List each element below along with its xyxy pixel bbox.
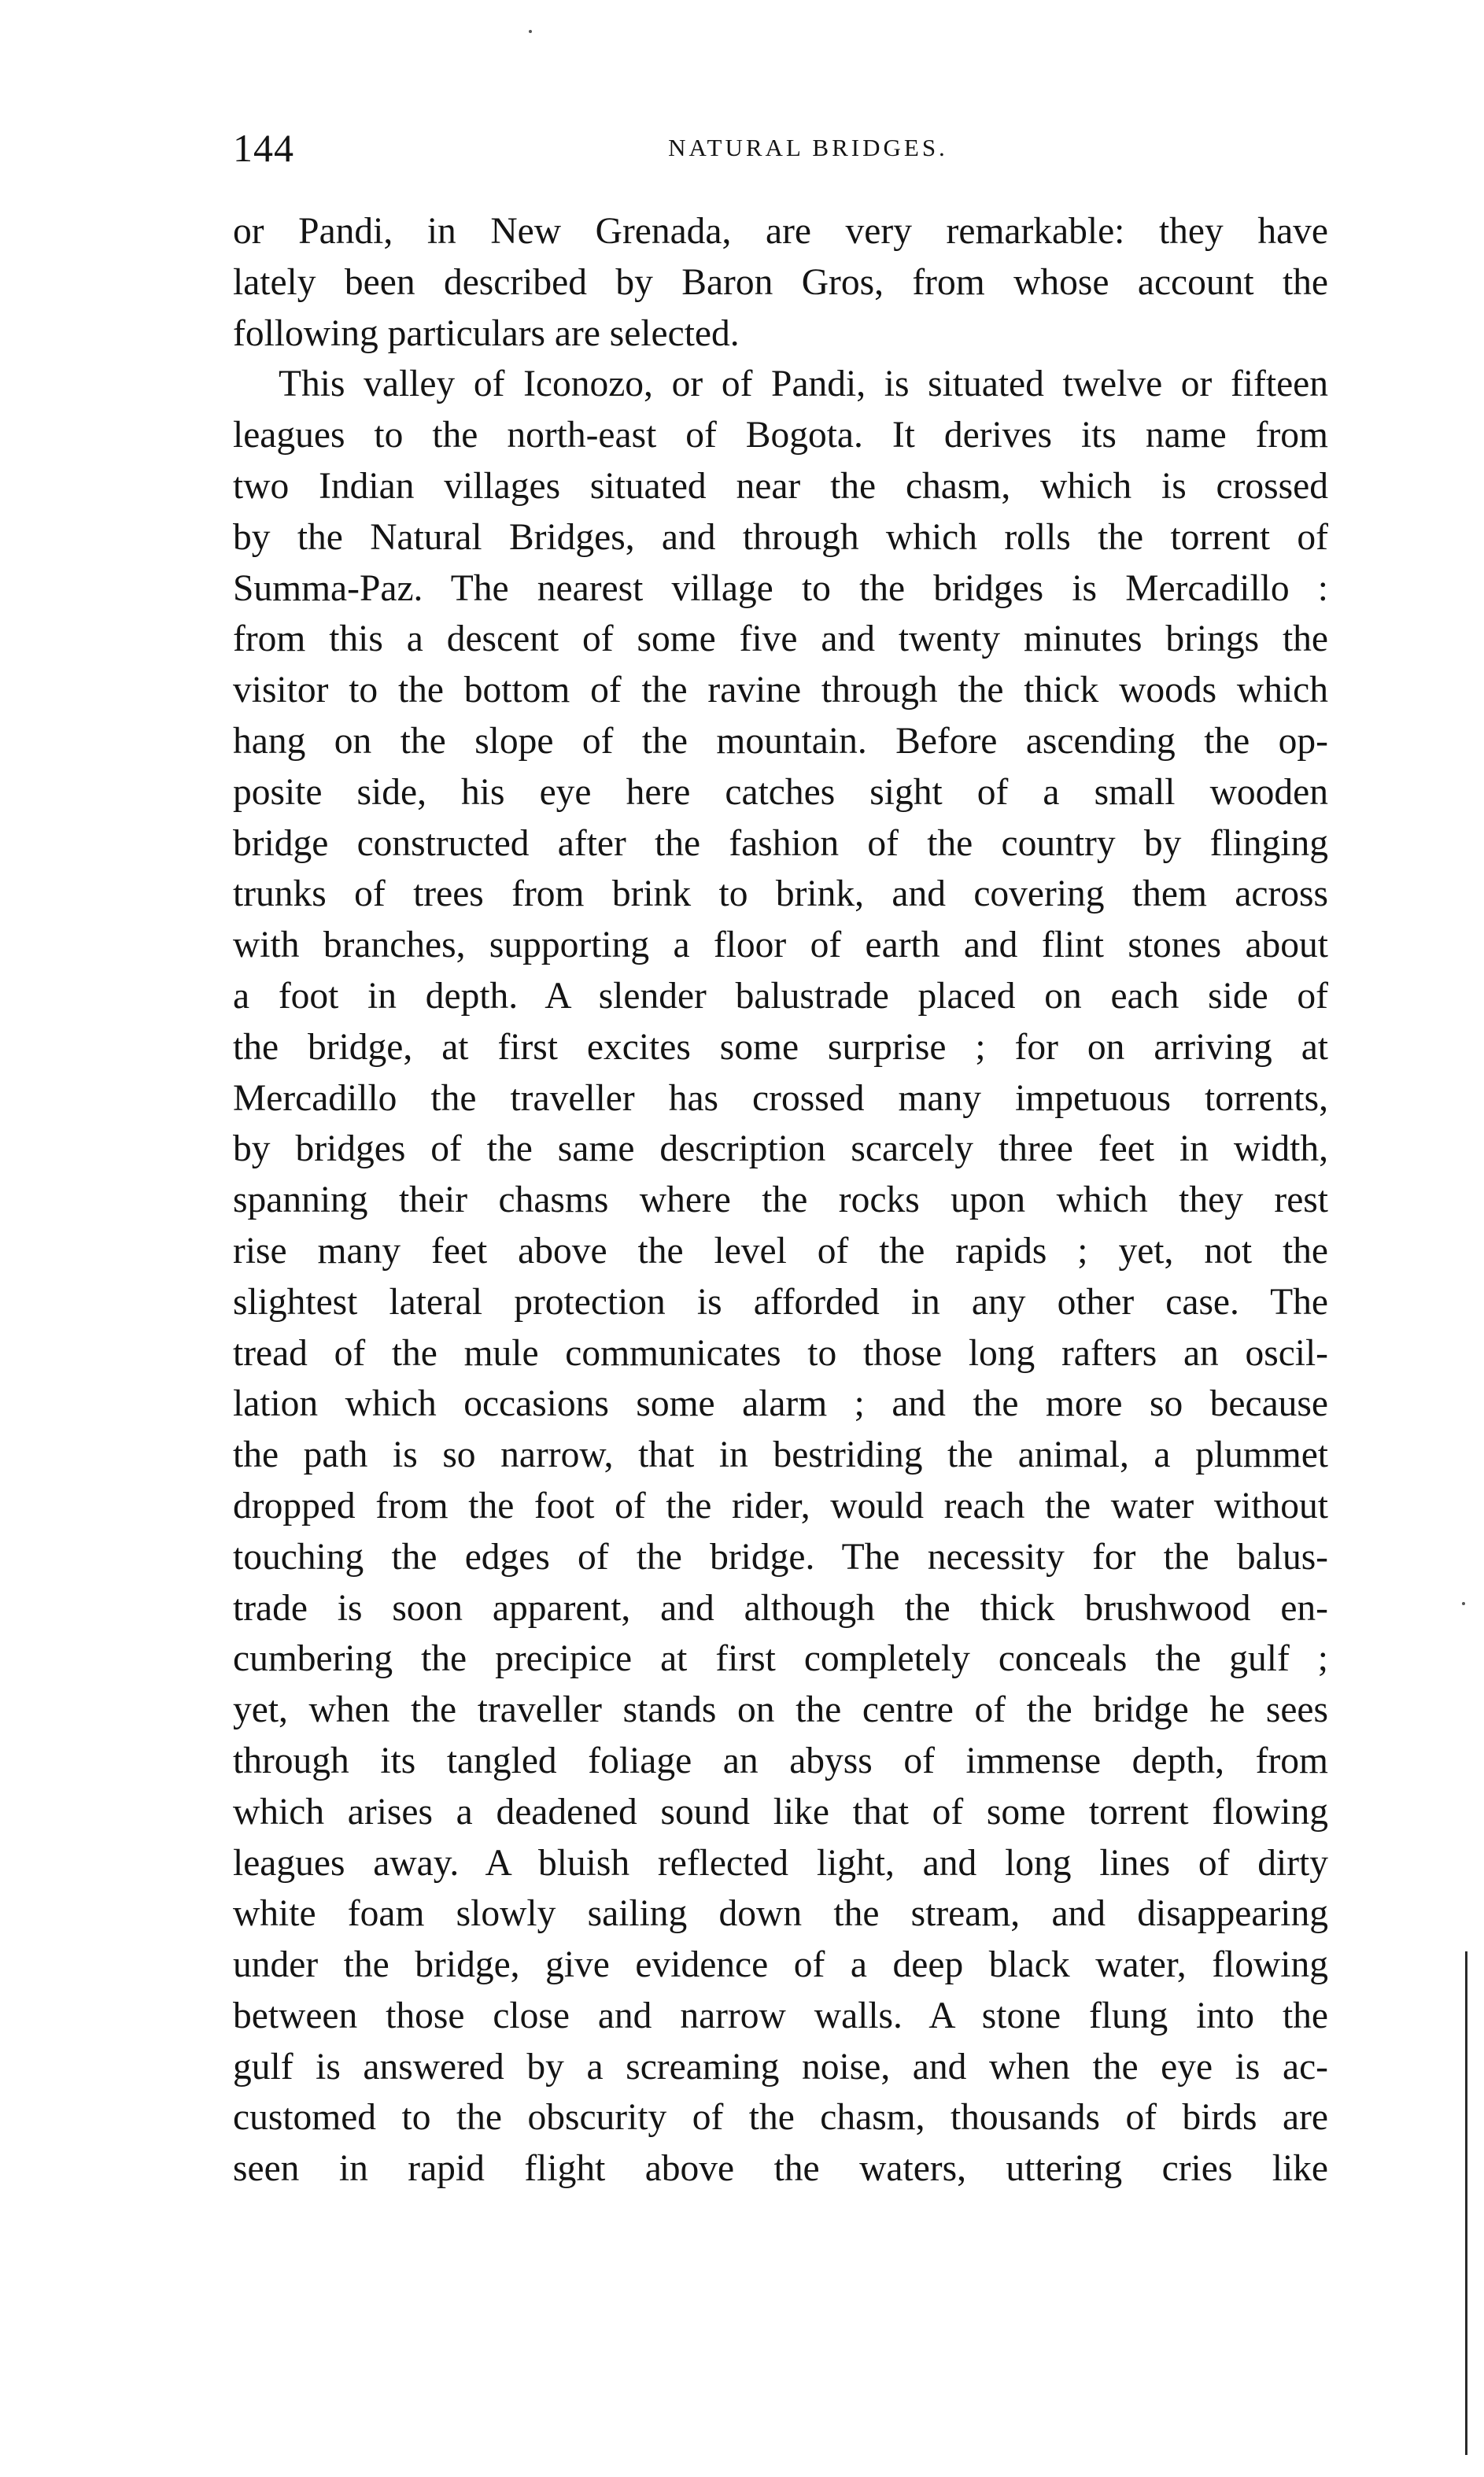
page-header [233, 116, 1328, 179]
text-line: yet, when the traveller stands on the centre of the bridge he sees [233, 1689, 1328, 1731]
body-text [233, 206, 1328, 2195]
text-line: lation which occasions some alarm ; and the more so because [233, 1383, 1328, 1425]
text-line: posite side, his eye here catches sight of a small wooden [233, 771, 1328, 813]
text-line: leagues to the north-east of Bogota. It derives its name from [233, 415, 1328, 456]
text-line: touching the edges of the bridge. The necessity for the balus- [233, 1536, 1328, 1578]
text-line: seen in rapid flight above the waters, uttering cries like [233, 2148, 1328, 2190]
text-line: or Pandi, in New Grenada, are very remarkable: they have [233, 211, 1328, 252]
text-line: This valley of Iconozo, or of Pandi, is situated twelve or fifteen [279, 364, 1328, 405]
text-line: between those close and narrow walls. A stone flung into the [233, 1995, 1328, 2036]
text-line: tread of the mule communicates to those long rafters an oscil- [233, 1332, 1328, 1374]
text-line: the path is so narrow, that in bestriding the animal, a plummet [233, 1434, 1328, 1476]
text-line: bridge constructed after the fashion of the country by flinging [233, 822, 1328, 864]
text-line: Summa-Paz. The nearest village to the bridges is Mercadillo : [233, 567, 1328, 609]
running-head: NATURAL BRIDGES. [668, 134, 948, 161]
text-line: gulf is answered by a screaming noise, and when the eye is ac- [233, 2046, 1328, 2088]
text-line: rise many feet above the level of the rapids ; yet, not the [233, 1230, 1328, 1272]
text-line: slightest lateral protection is afforded in any other case. The [233, 1281, 1328, 1323]
scan-speck [1462, 1602, 1465, 1605]
text-line: visitor to the bottom of the ravine through the thick woods which [233, 670, 1328, 711]
text-line: cumbering the precipice at first completely conceals the gulf ; [233, 1638, 1328, 1680]
text-line: with branches, supporting a floor of earth and flint stones about [233, 925, 1328, 966]
text-line: hang on the slope of the mountain. Before ascending the op- [233, 720, 1328, 762]
text-line: trade is soon apparent, and although the thick brushwood en- [233, 1587, 1328, 1629]
text-line: two Indian villages situated near the chasm, which is crossed [233, 465, 1328, 507]
text-line: under the bridge, give evidence of a deep black water, flowing [233, 1944, 1328, 1986]
scan-speck [529, 30, 532, 33]
text-line: from this a descent of some five and twenty minutes brings the [233, 618, 1328, 660]
text-line: customed to the obscurity of the chasm, thousands of birds are [233, 2097, 1328, 2139]
scan-margin-rule [1465, 1951, 1467, 2455]
text-line: dropped from the foot of the rider, would reach the water without [233, 1485, 1328, 1526]
page-number: 144 [233, 126, 294, 170]
text-line: by the Natural Bridges, and through which rolls the torrent of [233, 516, 1328, 558]
text-line: following particulars are selected. [233, 312, 740, 354]
text-line: spanning their chasms where the rocks upon which they rest [233, 1179, 1328, 1221]
text-line: which arises a deadened sound like that of some torrent flowing [233, 1791, 1328, 1833]
text-line: leagues away. A bluish reflected light, and long lines of dirty [233, 1842, 1328, 1884]
text-line: white foam slowly sailing down the stream, and disappearing [233, 1893, 1328, 1935]
text-line: lately been described by Baron Gros, from whose account the [233, 261, 1328, 303]
text-line: by bridges of the same description scarcely three feet in width, [233, 1128, 1328, 1170]
text-line: through its tangled foliage an abyss of immense depth, from [233, 1740, 1328, 1781]
text-line: trunks of trees from brink to brink, and covering them across [233, 873, 1328, 915]
text-line: the bridge, at first excites some surprise ; for on arriving at [233, 1026, 1328, 1068]
text-line: Mercadillo the traveller has crossed many impetuous torrents, [233, 1077, 1328, 1119]
text-line: a foot in depth. A slender balustrade placed on each side of [233, 975, 1328, 1017]
